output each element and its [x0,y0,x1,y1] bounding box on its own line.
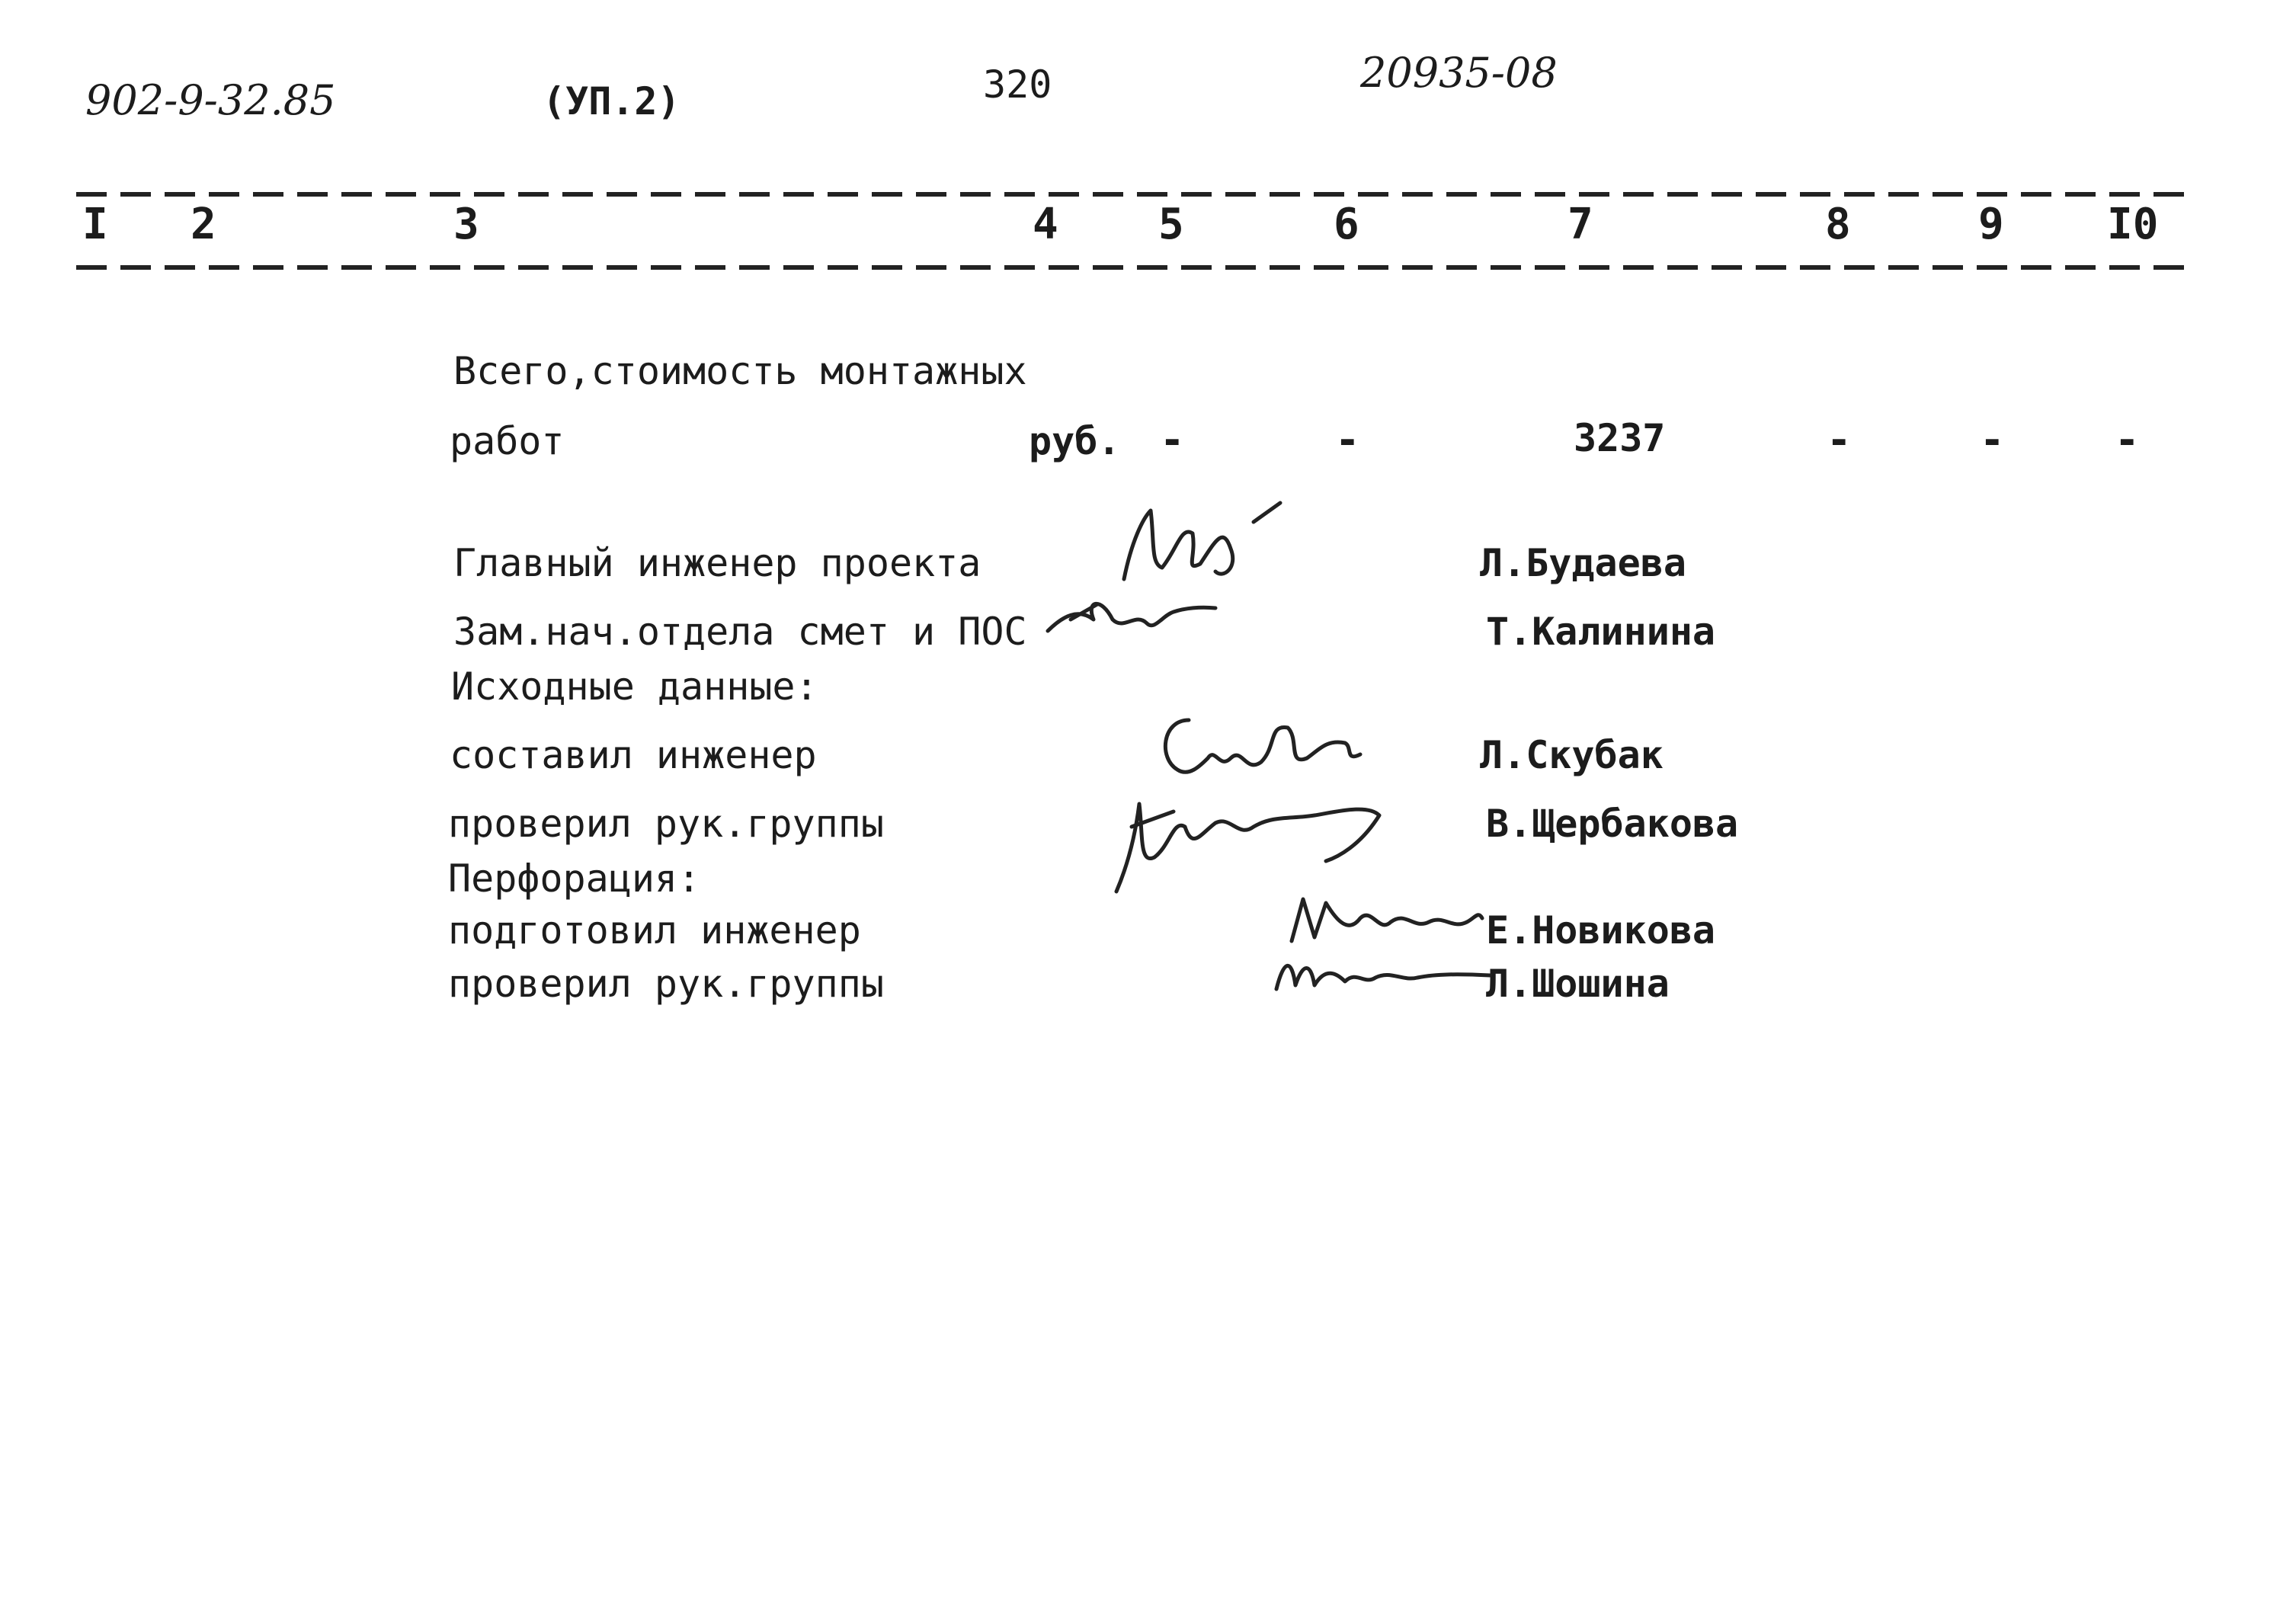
role-chief-engineer: Главный инженер проекта [453,541,981,585]
name-checked: В.Щербакова [1486,802,1739,846]
signature-deputy-head [1040,585,1223,646]
column-number-4: 4 [1033,200,1058,249]
name-checked-2: Л.Шошина [1486,962,1670,1006]
volume-label: (УП.2) [543,79,680,123]
name-compiled: Л.Скубак [1480,733,1664,777]
table-header-rule [76,265,2187,270]
document-code: 902-9-32.85 [85,76,336,124]
role-compiled: составил инженер [450,733,817,777]
col5-value: - [1160,416,1185,464]
signature-compiled [1154,705,1368,789]
name-chief-engineer: Л.Будаева [1480,541,1686,585]
unit-cell: руб. [1029,419,1121,463]
column-number-8: 8 [1825,200,1851,249]
table-top-rule [76,192,2187,197]
archive-number: 20935-08 [1360,49,1558,97]
column-number-6: 6 [1334,200,1359,249]
role-prepared: подготовил инженер [448,908,861,952]
role-checked-2: проверил рук.группы [448,962,884,1006]
column-number-3: 3 [453,200,479,249]
col6-value: - [1335,416,1360,464]
total-label-line2: работ [450,419,565,463]
column-number-5: 5 [1158,200,1184,249]
column-number-7: 7 [1567,200,1593,249]
name-prepared: Е.Новикова [1486,908,1716,952]
page-number: 320 [983,62,1052,107]
signature-checked-2 [1269,943,1497,997]
role-deputy-head: Зам.нач.отдела смет и ПОС [453,610,1027,654]
column-number-2: 2 [191,200,216,249]
perforation-heading: Перфорация: [448,856,701,901]
col9-value: - [1980,416,2005,464]
total-label-line1: Всего,стоимость монтажных [453,349,1027,393]
role-checked: проверил рук.группы [448,802,884,846]
signature-chief-engineer [1109,495,1292,587]
col10-value: - [2115,416,2140,464]
column-number-9: 9 [1978,200,2004,249]
source-data-heading: Исходные данные: [451,664,818,709]
col8-value: - [1827,416,1852,464]
column-number-10: I0 [2107,200,2159,249]
signature-checked [1109,781,1398,895]
column-number-1: I [82,200,108,249]
signature-prepared [1284,888,1490,949]
name-deputy-head: Т.Калинина [1486,610,1716,654]
total-amount: 3237 [1574,416,1666,460]
